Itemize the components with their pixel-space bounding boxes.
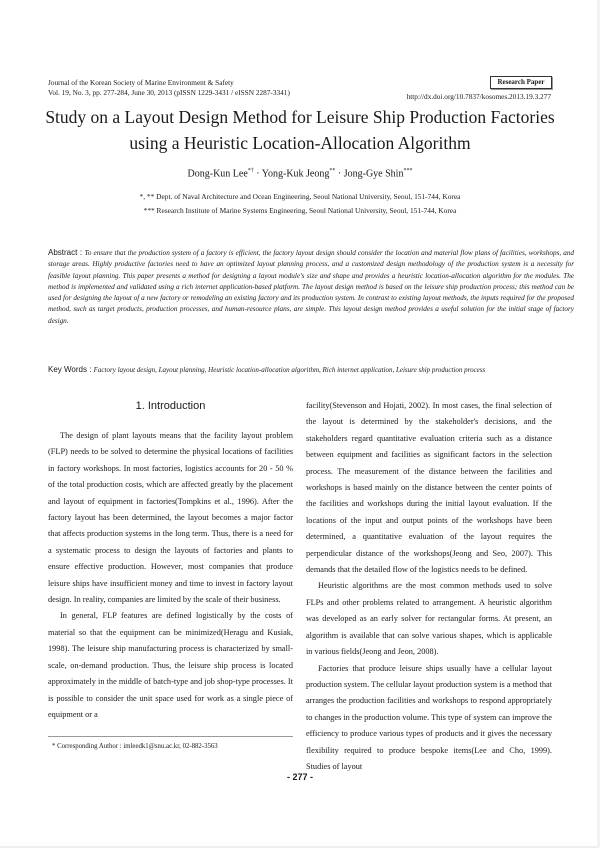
author-name: Dong-Kun Lee	[187, 168, 248, 180]
author-name: Yong-Kuk Jeong	[261, 168, 330, 180]
paragraph: facility(Stevenson and Hojati, 2002). In most cases, the final selection of the layout is determined by the stakeholder's decisions, and the stakeholders regard quantitative evaluation criteria such as a distance between equipment and facilities as significant factors in the selection process. The measurement of the distance between the facilities and workshops is based mainly on the distance between the center points of the facilities and workshops during the initial layout evaluation. If the locations of the input and output points of the workshops have been determined, a quantitative evaluation of the layout requires the perpendicular distance of the workshops(Jeong and Seo, 2007). This demands that the detailed flow of the logistics needs to be defined.	[306, 401, 552, 575]
footnote-divider	[48, 736, 293, 737]
abstract	[48, 247, 574, 327]
paper-title	[30, 104, 570, 156]
author-name: Jong-Gye Shin	[343, 168, 404, 180]
page-number: - 277 -	[286, 772, 313, 782]
volume-info: Vol. 19, No. 3, pp. 277-284, June 30, 2013 (pISSN 1229-3431 / eISSN 2287-3341)	[48, 88, 290, 97]
section-heading: 1. Introduction	[135, 400, 206, 412]
left-column	[48, 428, 293, 723]
author-separator: ·	[337, 168, 344, 180]
journal-header	[48, 78, 290, 98]
corresponding-author-footnote: * Corresponding Author : imleedk1@snu.ac.kr, 02-882-3563	[52, 743, 218, 750]
title-line-2: using a Heuristic Location-Allocation Algorithm	[129, 133, 471, 153]
keywords-label: Key Words :	[48, 365, 94, 374]
paragraph: Factories that produce leisure ships usually have a cellular layout production system. The cellular layout production system is a method that arranges the production facilities and workshops to respond appropriately to changes in the production volume. This type of system can improve the efficiency to produce various types of products and it gives the necessary flexibility required to produce bespoke items(Lee and Cho, 1999). Studies of layout	[306, 663, 552, 771]
affiliation-1: *, ** Dept. of Naval Architecture and Ocean Engineering, Seoul National University, Seoul, 151-744, Korea	[139, 192, 461, 201]
abstract-text: To ensure that the production system of a factory is efficient, the factory layout design should consider the location and material flow plans of facilities, workshops, and storage areas. Highly productive factories need to have an optimized layout planning process, and a customized design methodology of the production system is a necessity for feasible layout planning. This paper presents a method for designing a layout module's size and shape and provides a heuristic location-allocation algorithm for the modules. The method is implemented and validated using a rich internet application-based platform. The layout design method is based on the leisure ship production process; this method can be used for designing the layout of a new factory or remodeling an existing factory and its production system. In contrast to existing layout methods, the inputs required for the proposed method, such as target products, production processes, and human-resource plans, are simple. This layout design method provides a useful solution for the initial stage of factory design.	[48, 249, 575, 325]
paragraph: In general, FLP features are defined logistically by the costs of material so that the equipment can be minimized(Heragu and Kusiak, 1998). The leisure ship manufacturing process is characterized by small-scale, on-demand production. Thus, the leisure ship process is located approximately in the middle of batch-type and job shop-type processes. It is possible to consider the unit space used for work as a single piece of equipment or a	[48, 611, 293, 719]
author-mark: ***	[403, 168, 413, 174]
doi-link[interactable]: http://dx.doi.org/10.7837/kosomes.2013.19.3.277	[406, 92, 551, 101]
right-column	[306, 398, 552, 775]
author-separator: ·	[256, 168, 262, 180]
paragraph: The design of plant layouts means that the facility layout problem (FLP) needs to be solved to determine the physical locations of facilities in factory workshops. In most factories, logistics accounts for 20 - 50 % of the total production costs, which are affected greatly by the placement and layout of equipment in factories(Tompkins et al., 1996). After the factory layout has been determined, the layout becomes a major factor that affects production systems in the long term. Thus, there is a need for a systematic process to design the layouts of factories and plants to ensure effective production. However, most companies that produce leisure ships have insufficient money and time to invest in factory layout design. In reality, companies are limited by the scale of their business.	[48, 431, 293, 605]
author-mark: *†	[247, 168, 254, 174]
research-paper-badge: Research Paper	[490, 76, 552, 89]
abstract-label: Abstract :	[48, 248, 85, 257]
author-list	[0, 168, 600, 179]
author-mark: **	[329, 168, 336, 174]
affiliation-2: *** Research Institute of Marine Systems Engineering, Seoul National University, Seoul, 151-744, Korea	[143, 206, 457, 215]
title-line-1: Study on a Layout Design Method for Leisure Ship Production Factories	[45, 107, 555, 127]
paragraph: Heuristic algorithms are the most common methods used to solve FLPs and other problems related to arrangement. A heuristic algorithm was developed as an early solver for rectangular forms. At present, an algorithm is available that can solve various shapes, which is applicable in various fields(Jeong and Jeon, 2008).	[306, 581, 552, 657]
journal-name: Journal of the Korean Society of Marine Environment & Safety	[48, 78, 234, 87]
keywords	[48, 365, 578, 374]
keywords-text: Factory layout design, Layout planning, Heuristic location-allocation algorithm, Rich internet application, Leisure ship production process	[93, 366, 486, 374]
